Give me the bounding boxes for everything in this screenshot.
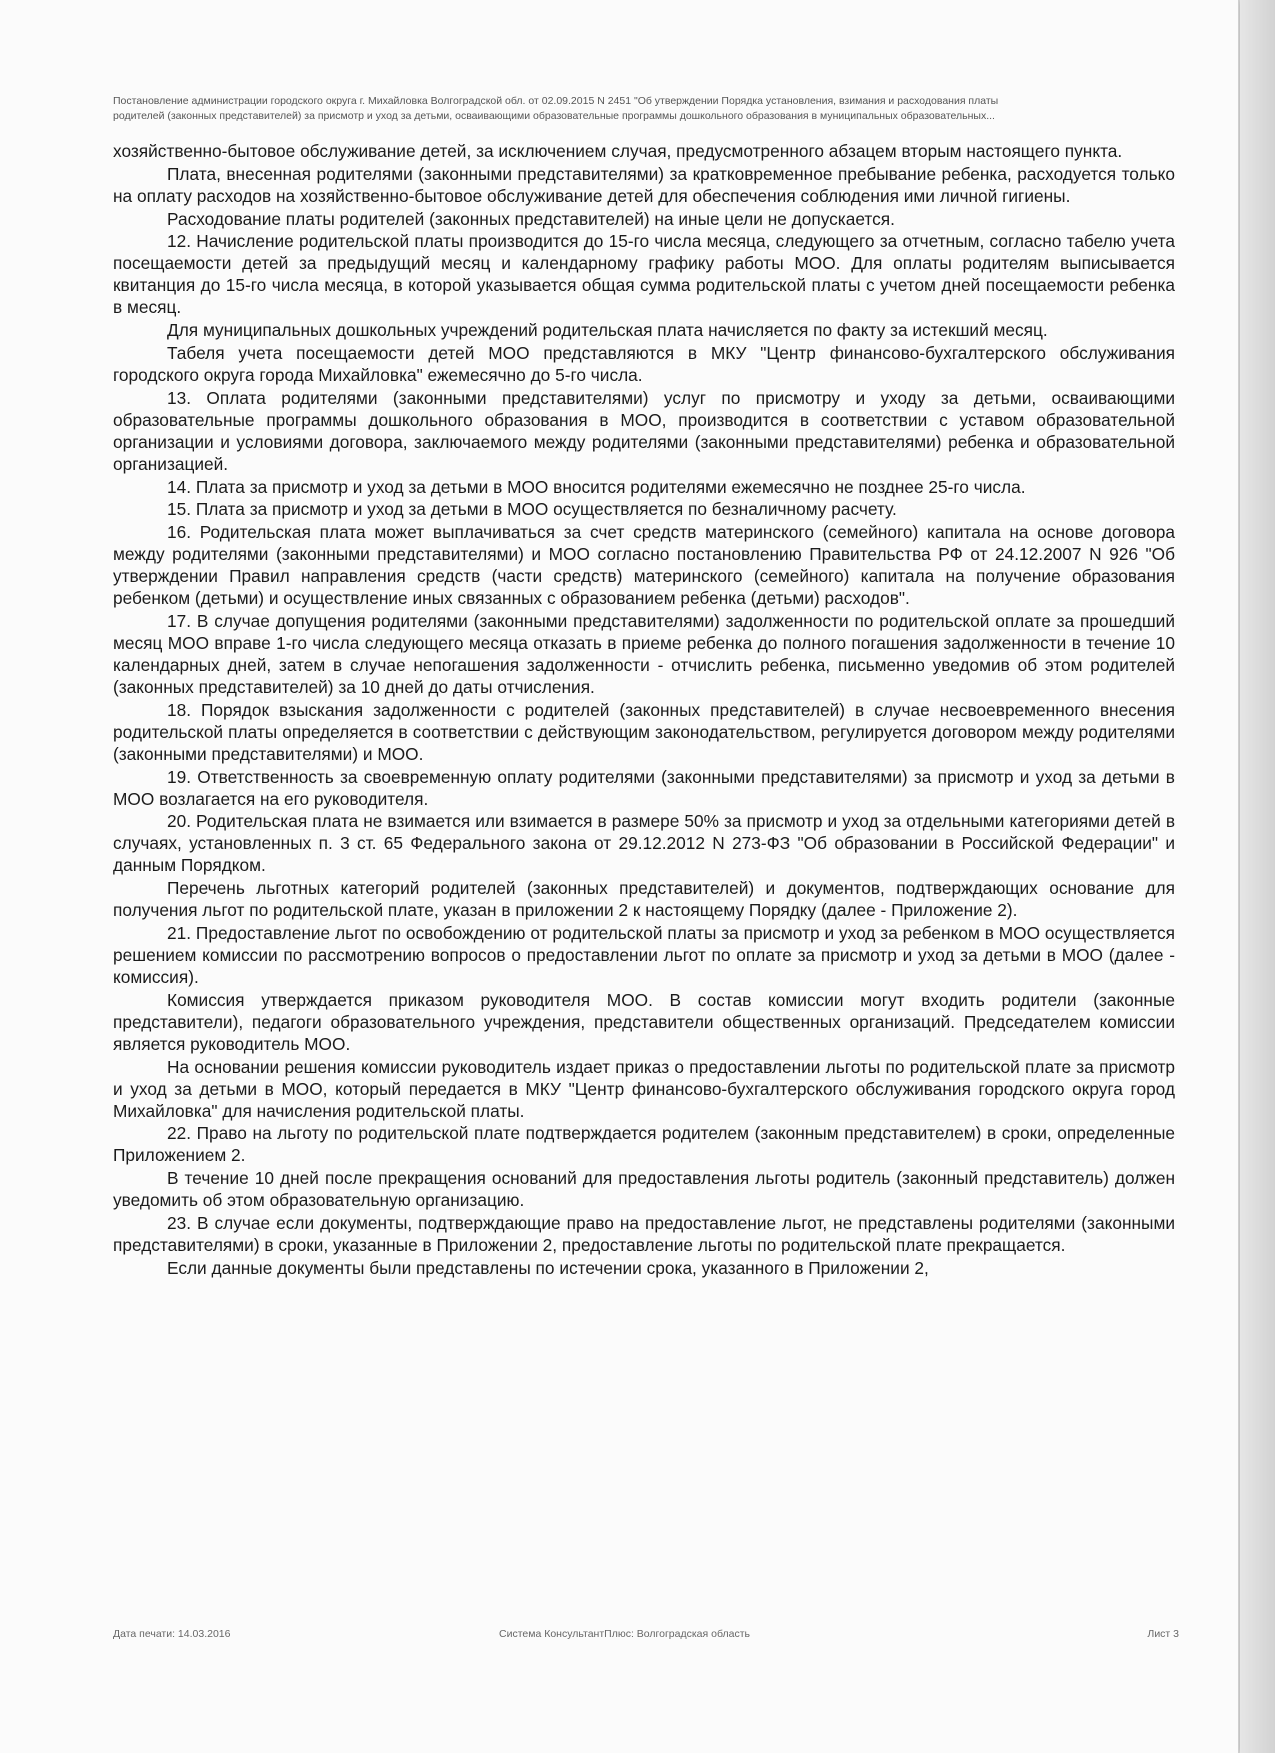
paragraph: Перечень льготных категорий родителей (законных представителей) и документов, подтверждающих основание для получения льгот по родительской плате, указан в приложении 2 к настоящему Порядку (далее - Приложение 2). — [113, 878, 1175, 921]
paragraph: 15. Плата за присмотр и уход за детьми в МОО осуществляется по безналичному расчету. — [167, 499, 897, 520]
document-footer — [113, 1628, 1179, 1644]
paragraph: 16. Родительская плата может выплачиваться за счет средств материнского (семейного) капитала на основе договора между родителями (законными представителями) и МОО согласно постановлению Правительства РФ от 24.12.2007 N 926 "Об утверждении Правил направления средств (части средств) материнского (семейного) капитала на получение образования ребенком (детьми) и осуществление иных связанных с образованием ребенка (детьми) расходов". — [113, 522, 1175, 609]
print-date: Дата печати: 14.03.2016 — [113, 1628, 231, 1640]
paragraph: 21. Предоставление льгот по освобождению от родительской платы за присмотр и уход за ребенком в МОО осуществляется решением комиссии по рассмотрению вопросов о предоставлении льгот по оплате за присмотр и уход за детьми в МОО (далее - комиссия). — [113, 922, 1175, 987]
paragraph: Плата, внесенная родителями (законными представителями) за кратковременное пребывание ребенка, расходуется только на оплату расходов на хозяйственно-бытовое обслуживание детей для обеспечения соблюдения ими личной гигиены. — [113, 163, 1175, 206]
paragraph: 14. Плата за присмотр и уход за детьми в МОО вносится родителями ежемесячно не позднее 25-го числа. — [167, 476, 1026, 497]
header-line-2: родителей (законных представителей) за присмотр и уход за детьми, осваивающими образовательные программы дошкольного образования в муниципальных образовательных... — [113, 110, 995, 122]
paragraph: Расходование платы родителей (законных представителей) на иные цели не допускается. — [167, 208, 895, 229]
paragraph: На основании решения комиссии руководитель издает приказ о предоставлении льготы по родительской плате за присмотр и уход за детьми в МОО, который передается в МКУ "Центр финансово-бухгалтерского обслуживания городского округа город Михайловка" для начисления родительской платы. — [113, 1056, 1175, 1121]
paragraph: Табеля учета посещаемости детей МОО представляются в МКУ "Центр финансово-бухгалтерского обслуживания городского округа города Михайловка" ежемесячно до 5-го числа. — [113, 342, 1175, 385]
paragraph: 23. В случае если документы, подтверждающие право на предоставление льгот, не представлены родителями (законными представителями) в сроки, указанные в Приложении 2, предоставление льготы по родительской плате прекращается. — [113, 1212, 1175, 1255]
paragraph: 20. Родительская плата не взимается или взимается в размере 50% за присмотр и уход за отдельными категориями детей в случаях, установленных п. 3 ст. 65 Федерального закона от 29.12.2012 N 273-ФЗ "Об образовании в Российской Федерации" и данным Порядком. — [113, 811, 1175, 876]
paragraph: 12. Начисление родительской платы производится до 15-го числа месяца, следующего за отчетным, согласно табелю учета посещаемости детей за предыдущий месяц и календарному графику работы МОО. Для оплаты родителям выписывается квитанция до 15-го числа месяца, в которой указывается общая сумма родительской платы с учетом дней посещаемости ребенка в месяц. — [113, 231, 1175, 318]
document-header — [113, 94, 1179, 124]
paragraph: Комиссия утверждается приказом руководителя МОО. В состав комиссии могут входить родители (законные представители), педагоги образовательного учреждения, представители общественных организаций. Председателем комиссии является руководитель МОО. — [113, 989, 1175, 1054]
paragraph: Если данные документы были представлены по истечении срока, указанного в Приложении 2, — [167, 1257, 929, 1278]
document-body — [113, 140, 1175, 1280]
system-name: Система КонсультантПлюс: Волгоградская область — [499, 1628, 750, 1640]
paragraph: 22. Право на льготу по родительской плате подтверждается родителем (законным представителем) в сроки, определенные Приложением 2. — [113, 1123, 1175, 1166]
paragraph: В течение 10 дней после прекращения оснований для предоставления льготы родитель (законный представитель) должен уведомить об этом образовательную организацию. — [113, 1168, 1175, 1211]
paragraph: 18. Порядок взыскания задолженности с родителей (законных представителей) в случае несвоевременного внесения родительской платы определяется в соответствии с действующим законодательством, регулируется договором между родителями (законными представителями) и МОО. — [113, 699, 1175, 764]
sheet-number: Лист 3 — [1147, 1628, 1179, 1640]
header-line-1: Постановление администрации городского округа г. Михайловка Волгоградской обл. от 02.09.2015 N 2451 "Об утверждении Порядка установления, взимания и расходования платы — [113, 95, 999, 107]
paragraph: 13. Оплата родителями (законными представителями) услуг по присмотру и уходу за детьми, осваивающими образовательные программы дошкольного образования в МОО, производится в соответствии с уставом образовательной организации и условиями договора, заключаемого между родителями (законными представителями) ребенка и образовательной организацией. — [113, 387, 1175, 474]
page-edge-shadow — [1240, 0, 1275, 1753]
paragraph: 17. В случае допущения родителями (законными представителями) задолженности по родительской оплате за прошедший месяц МОО вправе 1-го числа следующего месяца отказать в приеме ребенка до полного погашения задолженности в течение 10 календарных дней, затем в случае непогашения задолженности - отчислить ребенка, письменно уведомив об этом родителей (законных представителей) за 10 дней до даты отчисления. — [113, 610, 1175, 697]
paragraph: Для муниципальных дошкольных учреждений родительская плата начисляется по факту за истекший месяц. — [167, 320, 1048, 341]
paragraph: хозяйственно-бытовое обслуживание детей, за исключением случая, предусмотренного абзацем вторым настоящего пункта. — [113, 141, 1123, 161]
paragraph: 19. Ответственность за своевременную оплату родителями (законными представителями) за присмотр и уход за детьми в МОО возлагается на его руководителя. — [113, 766, 1175, 809]
